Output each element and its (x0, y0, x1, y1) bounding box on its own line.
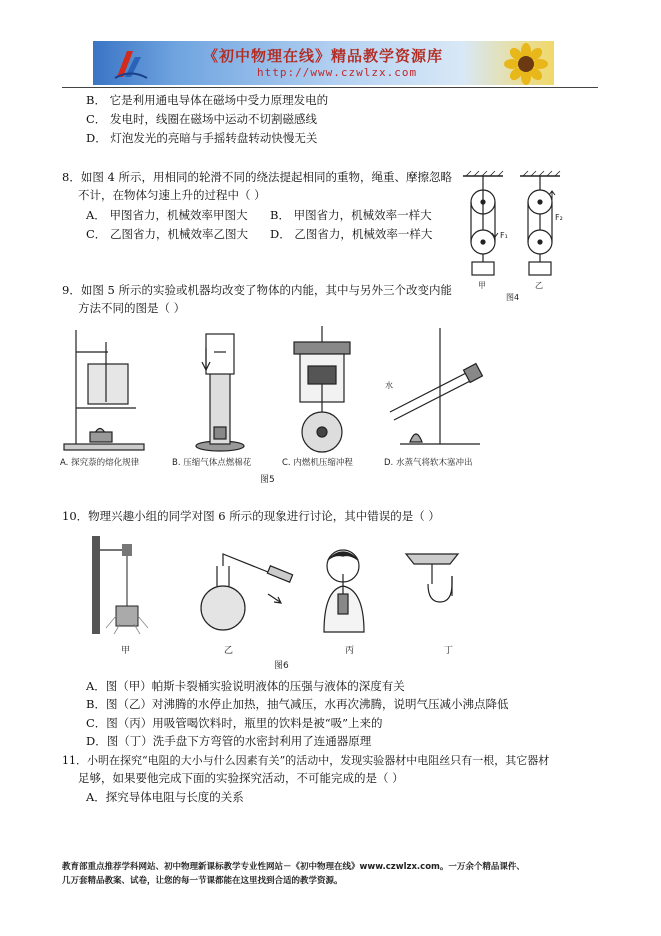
header-rule (62, 87, 598, 88)
q10-option-c: C．图（丙）用吸管喝饮料时，瓶里的饮料是被“吸”上来的 (86, 716, 383, 730)
fig5-caption-d: D. 水蒸气将软木塞冲出 (384, 458, 473, 468)
banner-title: 《初中物理在线》精品教学资源库 (203, 47, 444, 65)
fig6-bing-child (324, 550, 364, 632)
fig5-caption: 图5 (260, 475, 275, 485)
q11-stem-line2: 足够，如果要他完成下面的实验探究活动，不可能完成的是（ ） (78, 771, 404, 785)
fig5-caption-a: A. 探究萘的熔化规律 (60, 458, 140, 468)
fig5a-melting-apparatus (64, 330, 144, 450)
fig6-label-bing: 丙 (345, 646, 355, 656)
q7-option-d: D． 灯泡发光的亮暗与手摇转盘转动快慢无关 (86, 131, 318, 145)
fig5-caption-b: B. 压缩气体点燃棉花 (172, 458, 252, 468)
fig5c-engine (294, 326, 350, 452)
q7-option-c: C． 发电时，线圈在磁场中运动不切割磁感线 (86, 112, 317, 126)
fig6-label-yi: 乙 (224, 646, 234, 656)
q8-option-d: D． 乙图省力，机械效率一样大 (270, 227, 433, 241)
fig5b-syringe (196, 334, 244, 451)
header-banner (93, 41, 554, 85)
q7-option-b: B． 它是利用通电导体在磁场中受力原理发电的 (86, 93, 329, 107)
fig6-yi-flask (201, 554, 293, 630)
q11-option-a: A．探究导体电阻与长度的关系 (86, 790, 244, 804)
q11-stem-line1: 11．小明在探究“电阻的大小与什么因素有关”的活动中，发现实验器材中电阻丝只有一根，其它器材 (62, 754, 550, 767)
footer-line-2: 几万套精品教案、试卷，让您的每一节课都能在这里找到合适的教学资源。 (62, 876, 343, 886)
q8-stem-line2: 不计，在物体匀速上升的过程中（ ） (78, 188, 266, 202)
sunflower-icon (504, 43, 548, 85)
q10-option-d: D．图（丁）洗手盘下方弯管的水密封利用了连通器原理 (86, 734, 372, 748)
fig6-label-jia: 甲 (121, 646, 131, 656)
f1-label: F₁ (500, 231, 508, 240)
figure-5-internal-energy (60, 322, 500, 472)
fig6-caption: 图6 (274, 661, 289, 671)
site-logo-icon (113, 47, 149, 81)
figure-4-pulleys (458, 170, 578, 305)
fig6-label-ding: 丁 (444, 646, 454, 656)
fig4-label-jia: 甲 (478, 281, 486, 290)
q8-option-c: C． 乙图省力，机械效率乙图大 (86, 227, 248, 241)
q10-stem: 10．物理兴趣小组的同学对图 6 所示的现象进行讨论，其中错误的是（ ） (62, 509, 440, 523)
f2-label: F₂ (555, 213, 563, 222)
q10-option-b: B．图（乙）对沸腾的水停止加热，抽气减压，水再次沸腾，说明气压减小沸点降低 (86, 697, 509, 711)
q8-option-b: B． 甲图省力，机械效率一样大 (270, 208, 432, 222)
fig6-jia-pascal-barrel (92, 536, 148, 634)
q9-stem-line1: 9．如图 5 所示的实验或机器均改变了物体的内能，其中与另外三个改变内能 (62, 283, 452, 297)
figure-6-phenomena (88, 536, 468, 636)
q8-stem-line1: 8．如图 4 所示，用相同的轮滑不同的绕法提起相同的重物，绳重、摩擦忽略 (62, 170, 452, 184)
fig6-ding-sink (406, 554, 458, 602)
fig5d-steam-tube (390, 328, 482, 444)
q9-stem-line2: 方法不同的图是（ ） (78, 301, 186, 315)
fig5-caption-c: C. 内燃机压缩冲程 (282, 458, 353, 468)
page-footer (62, 860, 602, 888)
fig5d-water-label: 水 (385, 381, 393, 390)
q10-option-a: A．图（甲）帕斯卡裂桶实验说明液体的压强与液体的深度有关 (86, 679, 405, 693)
fig4-caption: 图4 (506, 293, 520, 302)
banner-url: http://www.czwlzx.com (257, 66, 418, 79)
fig4-label-yi: 乙 (535, 281, 543, 290)
q8-option-a: A． 甲图省力，机械效率甲图大 (86, 208, 248, 222)
footer-line-1: 教育部重点推荐学科网站、初中物理新课标教学专业性网站－《初中物理在线》www.czwlzx.com。一万余个精品课件、 (62, 862, 525, 872)
